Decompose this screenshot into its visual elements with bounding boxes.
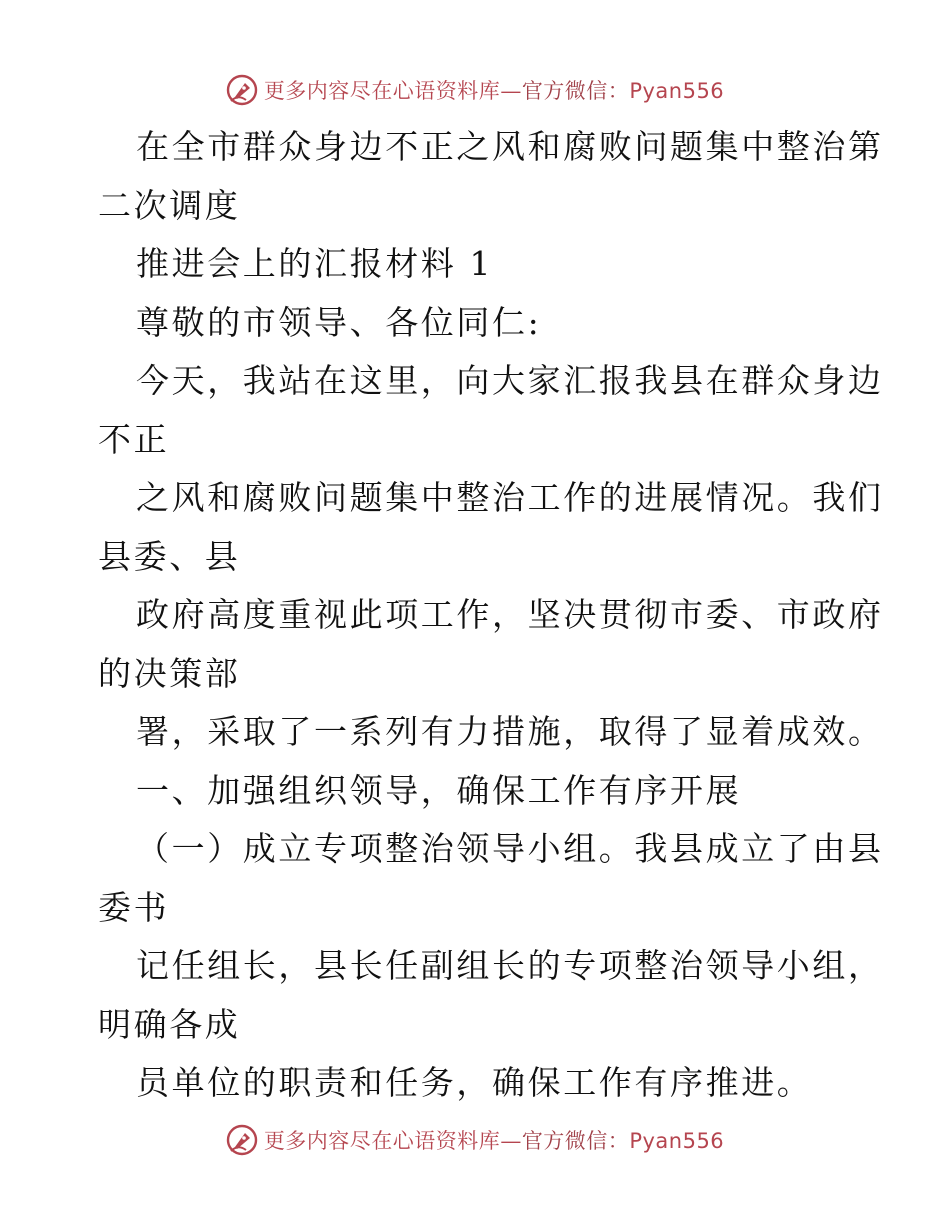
header-banner-text [264, 75, 724, 105]
pen-nib-logo-icon [226, 74, 258, 106]
body-line: 委书 [98, 887, 170, 927]
banner-dash: — [500, 79, 522, 103]
body-line: 的决策部 [98, 653, 241, 693]
document-body [98, 118, 884, 1113]
footer-banner-text [264, 1125, 724, 1155]
banner-slogan: 更多内容尽在心语资料库 [263, 1129, 501, 1153]
section-heading: 一、加强组织领导，确保工作有序开展 [136, 770, 742, 810]
body-line: 之风和腐败问题集中整治工作的进展情况。我们 [136, 478, 884, 517]
body-line: （一）成立专项整治领导小组。我县成立了由县 [136, 829, 884, 868]
body-line: 员单位的职责和任务，确保工作有序推进。 [136, 1063, 813, 1102]
banner-wechat-label: 官方微信： [521, 79, 630, 103]
body-line: 明确各成 [98, 1004, 241, 1044]
header-banner [0, 70, 950, 110]
body-line: 不正 [98, 419, 170, 459]
banner-dash: — [500, 1129, 522, 1153]
banner-wechat-id: Pyan556 [629, 1129, 725, 1153]
body-line: 政府高度重视此项工作，坚决贯彻市委、市政府 [136, 595, 884, 634]
body-line: 署，采取了一系列有力措施，取得了显着成效。 [136, 712, 884, 751]
body-line: 县委、县 [98, 536, 241, 576]
title-line-3: 推进会上的汇报材料 1 [136, 244, 494, 283]
pen-nib-logo-icon [226, 1124, 258, 1156]
title-line-2: 二次调度 [98, 185, 241, 225]
banner-wechat-id: Pyan556 [629, 79, 725, 103]
banner-slogan: 更多内容尽在心语资料库 [263, 79, 501, 103]
banner-wechat-label: 官方微信： [521, 1129, 630, 1153]
footer-banner [0, 1120, 950, 1160]
title-line-1: 在全市群众身边不正之风和腐败问题集中整治第 [136, 127, 884, 166]
salutation: 尊敬的市领导、各位同仁: [136, 302, 542, 342]
body-line: 今天，我站在这里，向大家汇报我县在群众身边 [136, 361, 884, 400]
body-line: 记任组长，县长任副组长的专项整治领导小组， [136, 946, 884, 985]
